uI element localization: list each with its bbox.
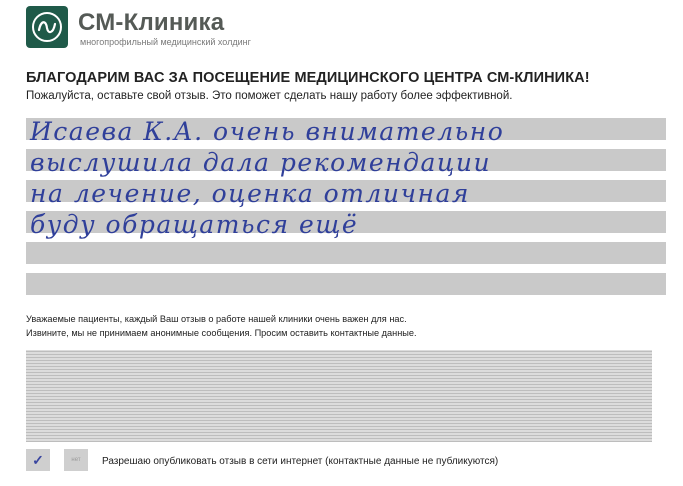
clinic-logo-icon [26,6,68,48]
notice-line-2: Извините, мы не принимаем анонимные сообщения. Просим оставить контактные данные. [26,328,417,338]
form-title: БЛАГОДАРИМ ВАС ЗА ПОСЕЩЕНИЕ МЕДИЦИНСКОГО ЦЕНТРА СМ-КЛИНИКА! [26,70,590,86]
checkbox-no-label: нет [71,457,81,463]
review-line-band [26,242,666,264]
publish-permission-label: Разрешаю опубликовать отзыв в сети интернет (контактные данные не публикуются) [102,456,499,467]
publish-yes-checkbox[interactable] [26,449,50,471]
handwritten-review [30,116,650,240]
notice-text [26,312,417,340]
brand-name: СМ-Клиника [78,9,225,36]
review-line-2: выслушила дала рекомендации [30,148,492,177]
checkmark-icon: ✓ [32,451,44,468]
publish-no-checkbox[interactable] [64,449,88,471]
form-subtitle: Пожалуйста, оставьте свой отзыв. Это поможет сделать нашу работу более эффективной. [26,90,513,102]
brand-tagline: многопрофильный медицинский холдинг [80,37,251,47]
contact-details-field[interactable] [26,350,652,442]
notice-line-1: Уважаемые пациенты, каждый Ваш отзыв о работе нашей клиники очень важен для нас. [26,314,407,324]
review-line-band [26,273,666,295]
review-line-3: на лечение, оценка отличная [30,179,470,208]
review-line-4: буду обращаться ещё [30,210,359,239]
review-line-1: Исаева К.А. очень внимательно [30,117,505,146]
